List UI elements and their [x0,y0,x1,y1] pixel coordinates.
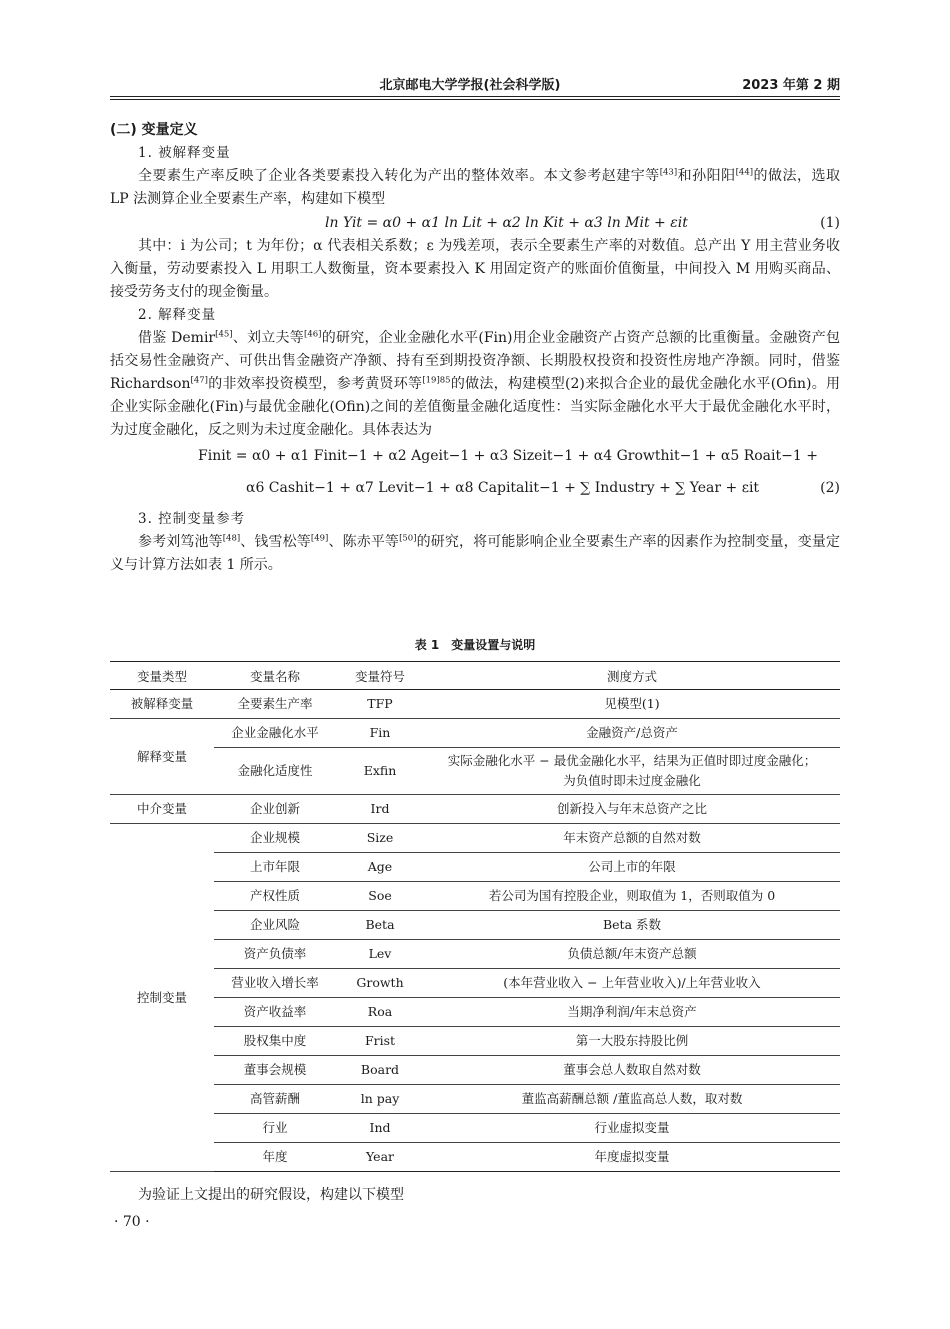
table-row [110,1085,840,1114]
paragraph-eq1-explain: 其中：i 为公司；t 为年份；α 代表相关系数；ε 为残差项，表示全要素生产率的对数值。总产出 Y 用主营业务收入衡量，劳动要素投入 L 用职工人数衡量，资本要素投入 K 用固定资产的账面价值衡量，中间投入 M 用购买商品、接受劳务支付的现金衡量。 [110,238,840,300]
table-cell: 资产收益率 [214,998,336,1027]
table-row [110,969,840,998]
table-row [110,998,840,1027]
table-row [110,940,840,969]
table-cell: 见模型(1) [424,690,840,719]
table-cell: Fin [336,719,424,748]
equation-2 [110,442,840,508]
table-row [110,882,840,911]
table-cell: TFP [336,690,424,719]
table-cell: 年度 [214,1143,336,1172]
equation-2-number: (2) [820,480,840,496]
table-cell: 全要素生产率 [214,690,336,719]
equation-1 [110,211,840,235]
table-row [110,853,840,882]
header-cell: 测度方式 [424,662,840,690]
table-row [110,1114,840,1143]
table-cell: 营业收入增长率 [214,969,336,998]
paragraph-tfp: 全要素生产率反映了企业各类要素投入转化为产出的整体效率。本文参考赵建宇等[43]和孙阳阳[44]的做法，选取 LP 法测算企业全要素生产率，构建如下模型 [110,167,841,207]
table-header-row [110,662,840,690]
table-cell: Year [336,1143,424,1172]
table-cell: 第一大股东持股比例 [424,1027,840,1056]
table-cell: Board [336,1056,424,1085]
table-cell: 若公司为国有控股企业，则取值为 1，否则取值为 0 [424,882,840,911]
table-cell: 资产负债率 [214,940,336,969]
table-cell: 创新投入与年末总资产之比 [424,795,840,824]
citation: [46] [304,329,322,340]
paragraph-control: 参考刘笃池等[48]、钱雪松等[49]、陈赤平等[50]的研究，将可能影响企业全要素生产率的因素作为控制变量，变量定义与计算方法如表 1 所示。 [110,533,841,573]
subheading-dependent: 1. 被解释变量 [138,145,231,161]
header-cell: 变量名称 [214,662,336,690]
journal-title: 北京邮电大学学报(社会科学版) [379,78,561,93]
table-cell: Lev [336,940,424,969]
page-number: · 70 · [114,1214,150,1230]
table-cell: Roa [336,998,424,1027]
subheading-explanatory: 2. 解释变量 [138,307,217,323]
table-cell: Beta 系数 [424,911,840,940]
table-cell: 行业 [214,1114,336,1143]
citation: [48] [222,533,241,544]
equation-2-line-1: Finit = α0 + α1 Finit−1 + α2 Ageit−1 + α3 Sizeit−1 + α4 Growthit−1 + α5 Roait−1 + [198,448,818,464]
table-cell: (本年营业收入 − 上年营业收入)/上年营业收入 [424,969,840,998]
equation-2-line-2: α6 Cashit−1 + α7 Levit−1 + α8 Capitalit−1 + ∑ Industry + ∑ Year + εit [246,480,760,496]
citation: [44] [735,167,754,178]
table-row [110,719,840,748]
citation: [49] [310,533,329,544]
paragraph-financialization: 借鉴 Demir[45]、刘立夫等[46]的研究，企业金融化水平(Fin)用企业金融资产占资产总额的比重衡量。金融资产包括交易性金融资产、可供出售金融资产净额、持有至到期投资净额、长期股权投资和投资性房地产净额。同时，借鉴 Richardson[47]的非效率投资模型，参考黄贤环等$^{[19]85}$的做法，构建模型(2)来拟合企业的最优金融化水平(Ofin)。用企业实际金融化(Fin)与最优金融化(Ofin)之间的差值衡量金融化适度性：当实际金融化水平大于最优金融化水平时，为过度金融化，反之则为未过度金融化。具体表达为 [110,329,841,438]
table-cell: 公司上市的年限 [424,853,840,882]
header-cell: 变量类型 [110,662,214,690]
body-text [110,118,840,577]
variable-table [110,661,840,1172]
table-cell: Frist [336,1027,424,1056]
table-cell: 董事会总人数取自然对数 [424,1056,840,1085]
table-cell: 负债总额/年末资产总额 [424,940,840,969]
table-row [110,1143,840,1172]
subheading-control: 3. 控制变量参考 [138,511,246,527]
table-cell: 产权性质 [214,882,336,911]
table-cell: Size [336,824,424,853]
header-rule [110,96,840,97]
equation-1-formula: ln Yit = α0 + α1 ln Lit + α2 ln Kit + α3 ln Mit + εit [325,215,688,231]
table-cell: 年末资产总额的自然对数 [424,824,840,853]
table-cell: ln pay [336,1085,424,1114]
table-caption: 表 1 变量设置与说明 [414,638,536,652]
citation: [47] [190,375,208,386]
table-cell: 金融化适度性 [214,748,336,795]
table-row [110,748,840,795]
table-cell: 上市年限 [214,853,336,882]
table-cell: 董事会规模 [214,1056,336,1085]
table-cell: 实际金融化水平 − 最优金融化水平，结果为正值时即过度金融化； 为负值时即未过度金融化 [424,748,840,795]
table-cell: Exfin [336,748,424,795]
table-cell: 企业规模 [214,824,336,853]
citation: [50] [399,533,417,544]
table-cell: 行业虚拟变量 [424,1114,840,1143]
header-rule-thin [110,99,840,100]
header-cell: 变量符号 [336,662,424,690]
table-cell: 当期净利润/年末总资产 [424,998,840,1027]
table-cell: 企业创新 [214,795,336,824]
table-row [110,824,840,853]
group-cell: 解释变量 [110,719,214,795]
citation: [19]85 [422,375,451,386]
table-cell: Beta [336,911,424,940]
table-cell: 企业风险 [214,911,336,940]
citation: [43] [659,167,678,178]
table-row [110,795,840,824]
table-cell: Ird [336,795,424,824]
table-cell: Ind [336,1114,424,1143]
table-cell: 高管薪酬 [214,1085,336,1114]
group-cell: 被解释变量 [110,690,214,719]
issue-label: 2023 年第 2 期 [742,78,840,93]
citation: [45] [215,329,233,340]
equation-1-number: (1) [820,215,840,231]
table-cell: 股权集中度 [214,1027,336,1056]
section-title: (二) 变量定义 [110,122,198,138]
table-row [110,1056,840,1085]
table-cell: Growth [336,969,424,998]
table-row [110,911,840,940]
table-row [110,690,840,719]
table-row [110,1027,840,1056]
group-cell: 控制变量 [110,824,214,1172]
group-cell: 中介变量 [110,795,214,824]
table-cell: 年度虚拟变量 [424,1143,840,1172]
table-cell: 董监高薪酬总额 /董监高总人数，取对数 [424,1085,840,1114]
closing-sentence: 为验证上文提出的研究假设，构建以下模型 [138,1187,404,1203]
table-cell: Soe [336,882,424,911]
table-cell: 金融资产/总资产 [424,719,840,748]
table-cell: Age [336,853,424,882]
table-cell: 企业金融化水平 [214,719,336,748]
